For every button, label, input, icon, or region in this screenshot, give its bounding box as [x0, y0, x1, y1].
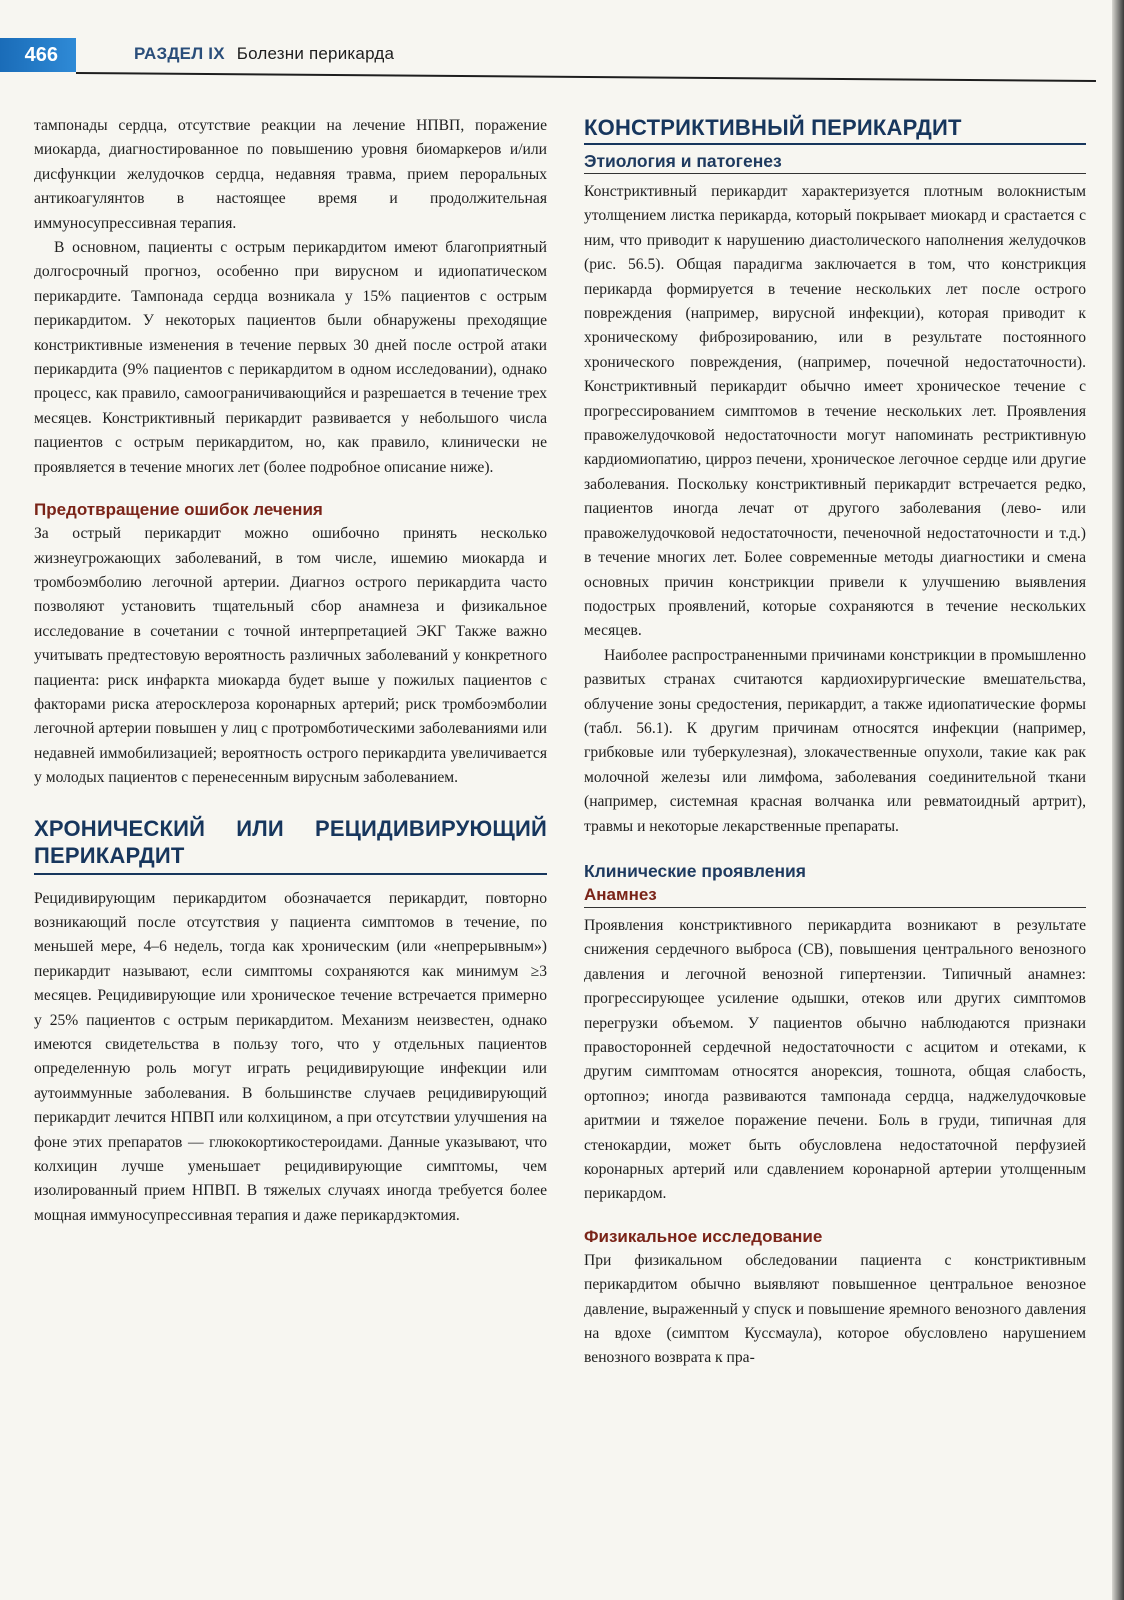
left-paragraph-1: тампонады сердца, отсутствие реакции на лечение НПВП, поражение миокарда, диагностированное по повышению уровня биомаркеров и/или дисфункции желудочков сердца, недавняя травма, прием пероральных антикоагулянтов в настоящее время и продолжительная иммуносупрессивная терапия.: [34, 117, 547, 232]
running-head: [134, 44, 394, 64]
page-header: [0, 30, 1124, 80]
heading-treatment-errors: Предотвращение ошибок лечения: [34, 500, 323, 520]
right-paragraph-4: При физикальном обследовании пациента с констриктивным перикардитом обычно выявляют повышенное центральное венозное давление, выраженный у спуск и повышение яремного венозного давления на вдохе (симптом Куссмаула), которое обусловлено нарушением венозного возврата к пра-: [584, 1251, 1086, 1367]
right-paragraph-3: Проявления констриктивного перикардита возникают в результате снижения сердечного выброса (СВ), повышения центрального венозного давления и легочной венозной гипертензии. Типичный анамнез: прогрессирующее усиление одышки, отеков или других симптомов перегрузки объемом. У пациентов обычно наблюдаются признаки правосторонней сердечной недостаточности с асцитом и отеками, к другим симптомам относятся анорексия, тошнота, общая слабость, ортопноэ; иногда развиваются тампонада сердца, наджелудочковые аритмии и тяжелое поражение печени. Боль в груди, типичная для стенокардии, может быть обусловлена недостаточной перфузией коронарных артерий или сдавлением коронарной артерии утолщенным перикардом.: [584, 916, 1086, 1203]
heading-underline: [584, 143, 1086, 145]
left-paragraph-4: Рецидивирующим перикардитом обозначается перикардит, повторно возникающий после отсутствия у пациента симптомов в течение, по меньшей мере, 4–6 недель, тогда как хроническим (или «непрерывным») перикардит называют, если симптомы сохраняются как минимум ≥3 месяцев. Рецидивирующие или хроническое течение встречается примерно у 25% пациентов с острым перикардитом. Механизм неизвестен, однако имеются свидетельства в пользу того, что у отдельных пациентов определенную роль могут играть рецидивирующие инфекции или аутоиммунные заболевания. В большинстве случаев рецидивирующий перикардит лечится НПВП или колхицином, а при отсутствии улучшения на фоне этих препаратов — глюкокортикостероидами. Данные указывают, что колхицин лучше уменьшает рецидивирующие симптомы, чем изолированный прием НПВП. В тяжелых случаях иногда требуется более мощная иммуносупрессивная терапия и даже перикардэктомия.: [34, 889, 547, 1224]
right-column: [584, 114, 1086, 1371]
heading-etiology: Этиология и патогенез: [584, 151, 782, 171]
page-number: 466: [0, 38, 76, 72]
page-edge-shadow: [1112, 0, 1124, 1600]
subheading-underline: [584, 907, 1086, 908]
right-paragraph-1: Констриктивный перикардит характеризуется плотным волокнистым утолщением листка перикарда, который покрывает миокард и срастается с ним, что приводит к нарушению диастолического наполнения желудочков (рис. 56.5). Общая парадигма заключается в том, что констрикция перикарда формируется в течение нескольких лет после острого повреждения (например, вирусной инфекции), которая приводит к хроническому фиброзированию, или в результате постоянного хронического повреждения, (например, почечной недостаточности). Констриктивный перикардит обычно имеет хроническое течение с прогрессированием симптомов в течение нескольких лет. Проявления правожелудочковой недостаточности могут напоминать рестриктивную кардиомиопатию, цирроз печени, хроническое легочное сердце или другие заболевания. Поскольку констриктивный перикардит встречается редко, пациентов иногда лечат от другого заболевания (лево- или правожелудочковой недостаточности, печеночной недостаточности и т.д.) в течение многих лет. Более современные методы диагностики и смена основных причин констрикции привели к улучшению выявления подострых проявлений, которые сохраняются в течение нескольких месяцев.: [584, 183, 1086, 640]
left-paragraph-3: За острый перикардит можно ошибочно принять несколько жизнеугрожающих заболеваний, в том числе, ишемию миокарда и тромбоэмболию легочной артерии. Диагноз острого перикардита часто позволяют установить тщательный сбор анамнеза и физикальное исследование в сочетании с точной интерпретацией ЭКГ Также важно учитывать предтестовую вероятность различных заболеваний у конкретного пациента: риск инфаркта миокарда будет выше у пожилых пациентов с факторами риска атеросклероза коронарных артерий; риск тромбоэмболии легочной артерии повышен у лиц с протромботическими заболеваниями или недавней иммобилизацией; вероятность острого перикардита увеличивается у молодых пациентов с перенесенным вирусным заболеванием.: [34, 525, 547, 787]
right-paragraph-2: Наиболее распространенными причинами констрикции в промышленно развитых странах считаются кардиохирургические вмешательства, облучение зоны средостения, перикардит, а также идиопатические формы (табл. 56.1). К другим причинам относятся инфекции (например, грибковые или туберкулезная), злокачественные опухоли, такие как рак молочной железы или лимфома, заболевания соединительной ткани (например, системная красная волчанка или ревматоидный артрит), травмы и некоторые лекарственные препараты.: [584, 646, 1086, 835]
left-paragraph-2: В основном, пациенты с острым перикардитом имеют благоприятный долгосрочный прогноз, особенно при вирусном и идиопатическом перикардите. Тампонада сердца возникала у 15% пациентов с острым перикардитом. У некоторых пациентов были обнаружены преходящие констриктивные изменения в течение первых 30 дней после острой атаки перикардита (9% пациентов с перикардитом в одном исследовании), однако процесс, как правило, самоограничивающийся и разрешается в течение трех месяцев. Констриктивный перикардит развивается у небольшого числа пациентов с острым перикардитом, но, как правило, клинически не проявляется в течение многих лет (более подробное описание ниже).: [34, 239, 547, 476]
left-column: [34, 114, 547, 1228]
section-title: Болезни перикарда: [236, 44, 395, 63]
subheading-underline: [584, 173, 1086, 174]
section-tag: РАЗДЕЛ IX: [134, 44, 225, 63]
heading-physical-exam: Физикальное исследование: [584, 1226, 823, 1246]
heading-constrictive-pericarditis: КОНСТРИКТИВНЫЙ ПЕРИКАРДИТ: [584, 115, 962, 140]
heading-clinical: Клинические проявления: [584, 860, 807, 881]
heading-chronic-pericarditis: ХРОНИЧЕСКИЙ ИЛИ РЕЦИДИВИРУЮЩИЙ ПЕРИКАРДИТ: [34, 815, 547, 868]
header-rule: [76, 72, 1096, 82]
heading-anamnesis: Анамнез: [584, 884, 657, 904]
heading-underline: [34, 873, 547, 875]
